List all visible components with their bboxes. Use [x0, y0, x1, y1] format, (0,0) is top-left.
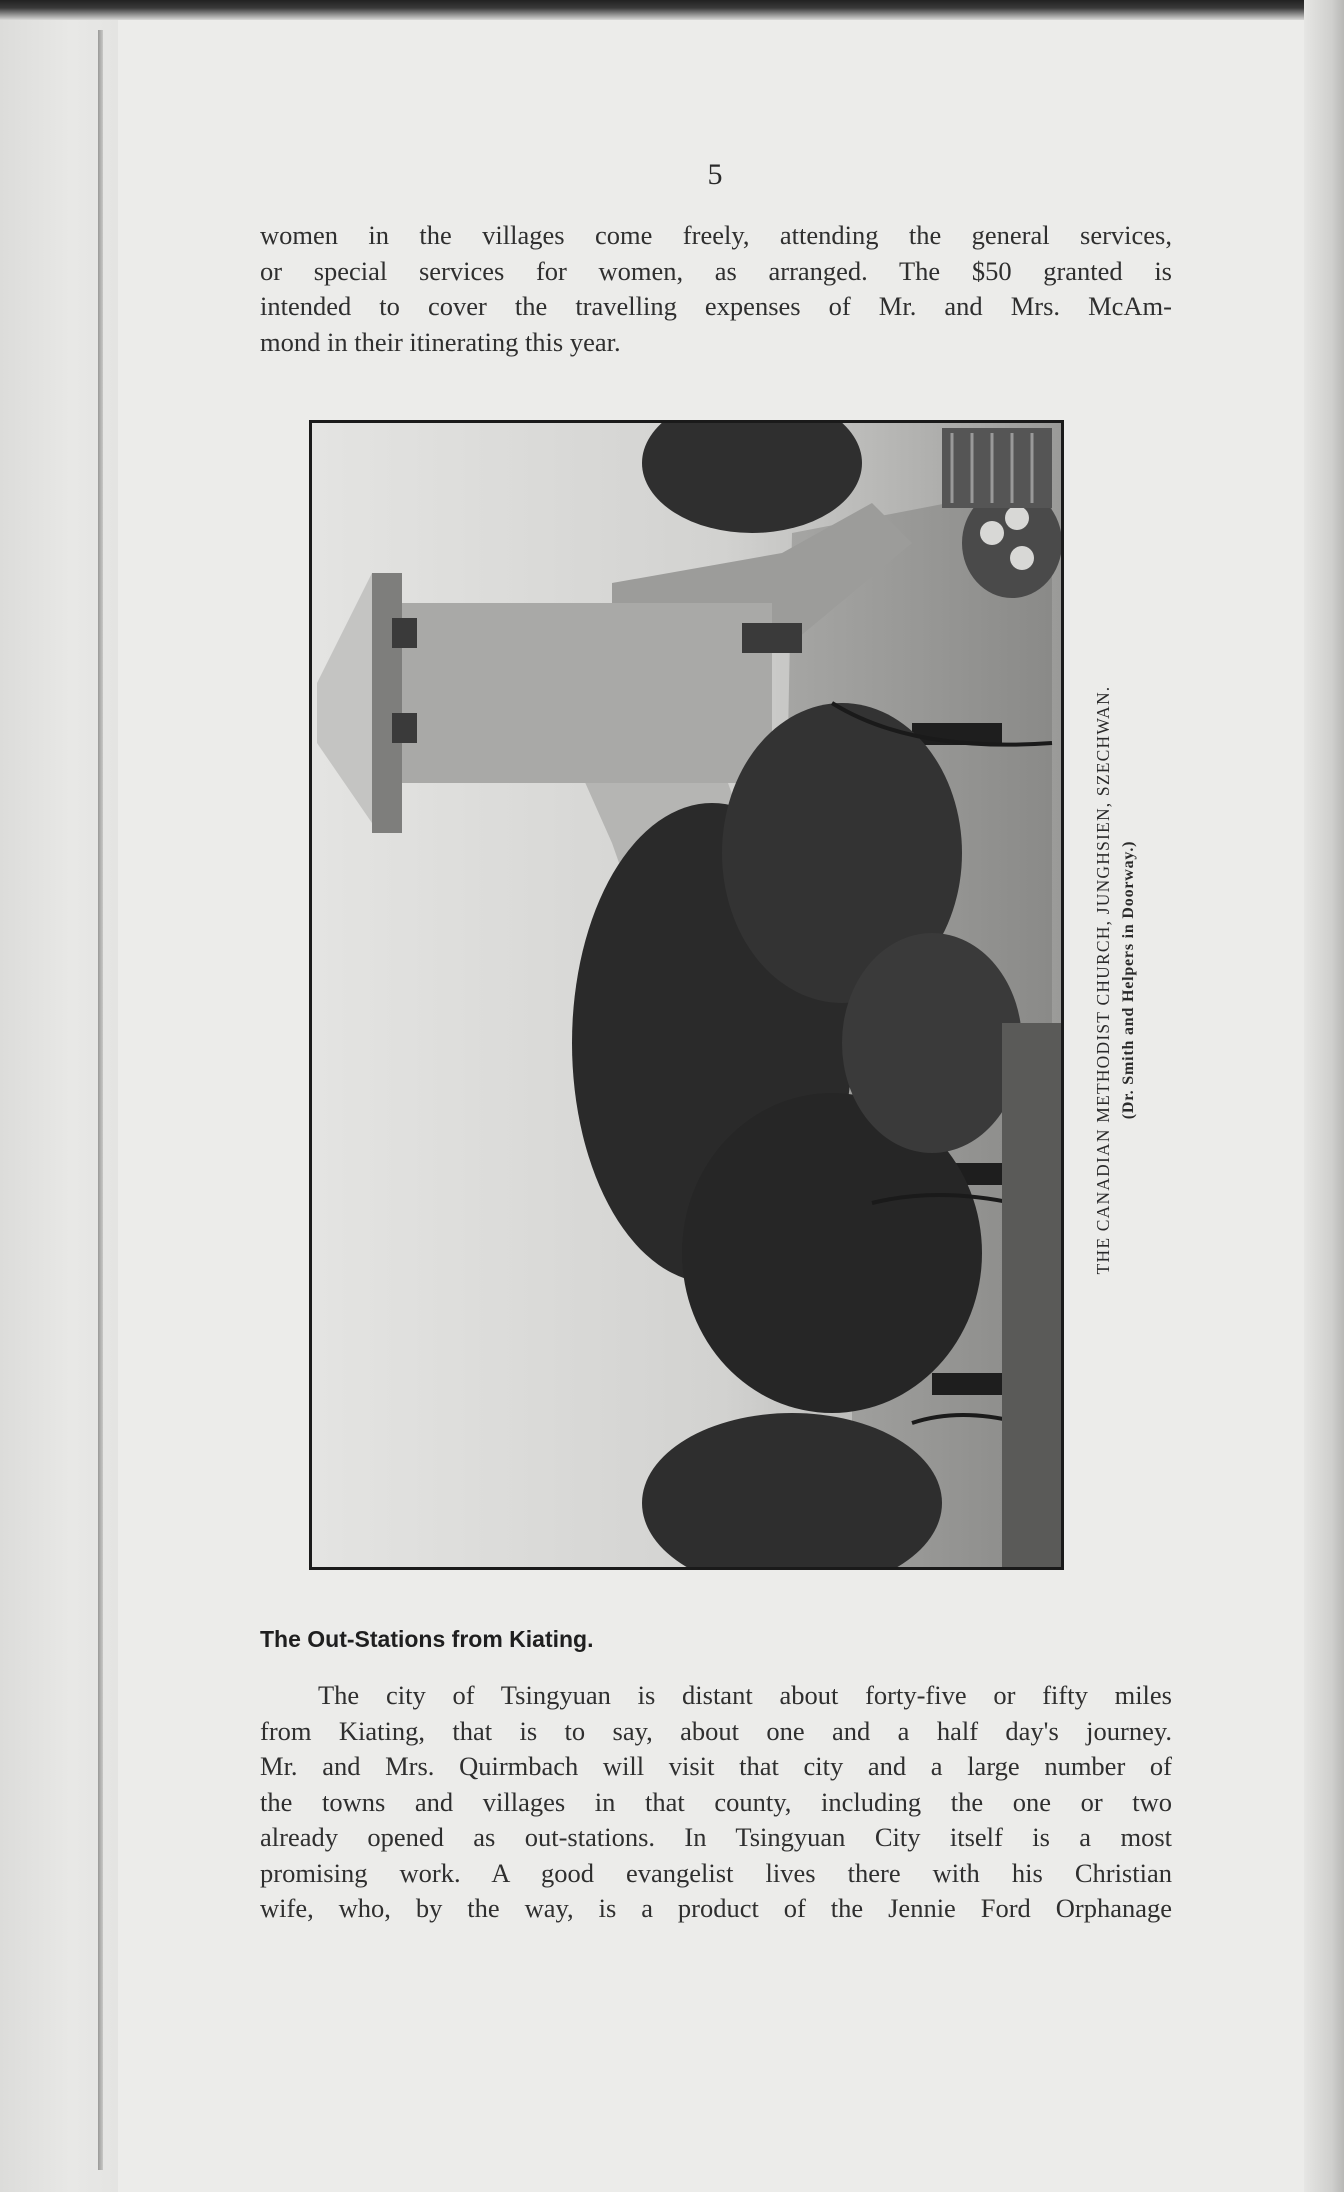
paragraph-line: or special services for women, as arranged. The $50 granted is [260, 255, 1172, 286]
paragraph-line: women in the villages come freely, attending the general services, [260, 220, 1172, 250]
intro-paragraph [260, 218, 1172, 360]
paragraph-line: wife, who, by the way, is a product of the Jennie Ford Orphanage [260, 1893, 1172, 1923]
church-photo-illustration [312, 423, 1061, 1567]
paragraph-line: Mr. and Mrs. Quirmbach will visit that city and a large number of [260, 1751, 1172, 1781]
paragraph-line: mond in their itinerating this year. [260, 326, 621, 357]
section-heading: The Out-Stations from Kiating. [260, 1626, 594, 1652]
section-paragraph [260, 1678, 1172, 1927]
paragraph-line: the towns and villages in that county, including the one or two [260, 1786, 1172, 1817]
paragraph-line: intended to cover the travelling expenses of Mr. and Mrs. McAm- [260, 291, 1172, 321]
paragraph-line: The city of Tsingyuan is distant about forty-five or fifty miles [318, 1680, 1172, 1710]
binding-edge [98, 30, 103, 2170]
paragraph-line: from Kiating, that is to say, about one and a half day's journey. [260, 1715, 1172, 1746]
caption-subtitle: (Dr. Smith and Helpers in Doorway.) [1120, 840, 1137, 1120]
caption-title: THE CANADIAN METHODIST CHURCH, JUNGHSIEN, SZECHWAN. [1093, 685, 1113, 1275]
church-photograph [309, 420, 1064, 1570]
page-number: 5 [707, 158, 723, 191]
photo-caption [1090, 580, 1142, 1380]
paragraph-line: already opened as out-stations. In Tsingyuan City itself is a most [260, 1822, 1172, 1852]
paragraph-line: promising work. A good evangelist lives there with his Christian [260, 1857, 1172, 1888]
page-right-edge [1304, 0, 1344, 2192]
page-top-edge [0, 0, 1344, 20]
